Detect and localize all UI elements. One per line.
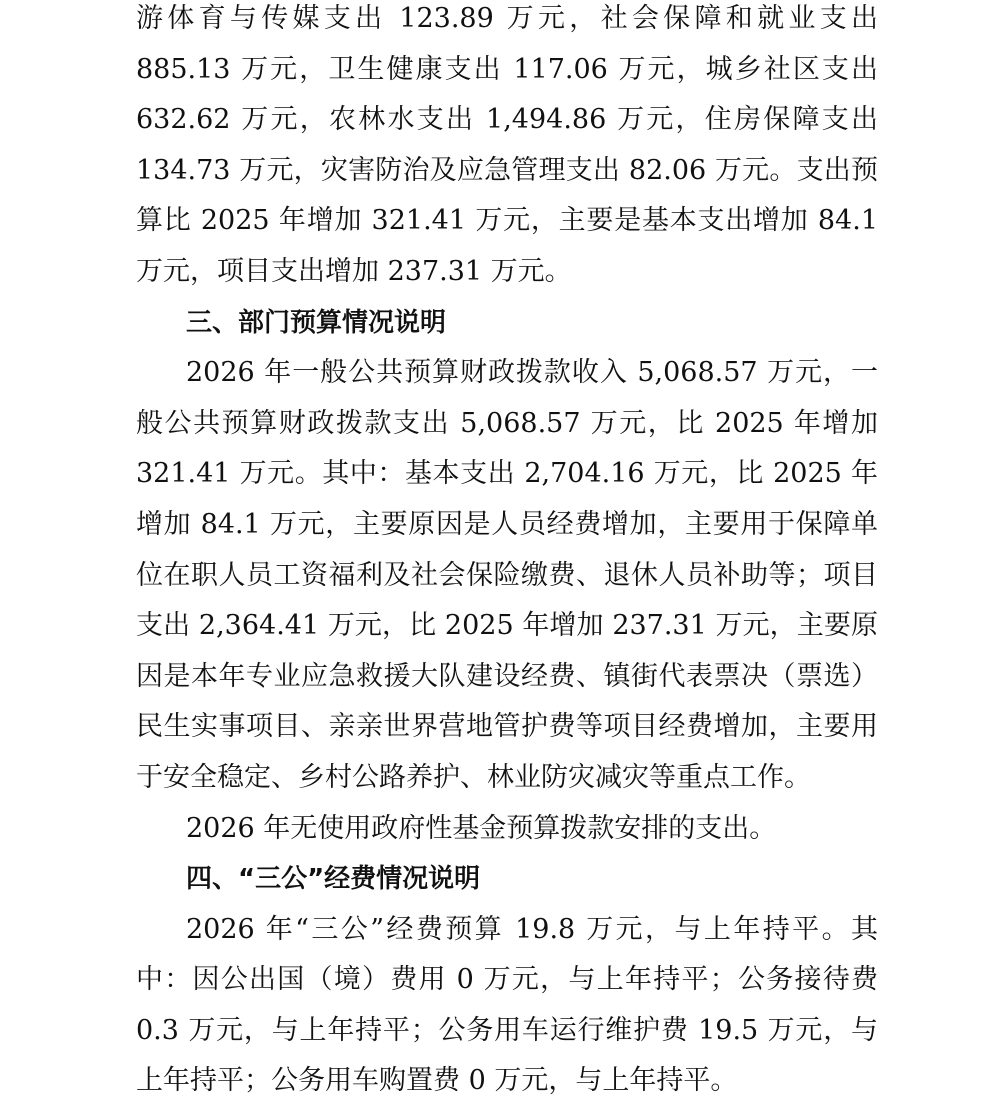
paragraph-general-budget: 2026 年一般公共预算财政拨款收入 5,068.57 万元，一般公共预算财政拨款支出 5,068.57 万元，比 2025 年增加 321.41 万元。其中：基本支出 2,704.16 万元，比 2025 年增加 84.1 万元，主要原因是人员经费增加，主要用于保障单位在职人员工资福利及社会保险缴费、退休人员补助等；项目支出 2,364.41 万元，比 2025 年增加 237.31 万元，主要原因是本年专业应急救援大队建设经费、镇街代表票决（票选）民生实事项目、亲亲世界营地管护费等项目经费增加，主要用于安全稳定、乡村公路养护、林业防灾减灾等重点工作。 [136, 357, 878, 793]
paragraph-government-fund: 2026 年无使用政府性基金预算拨款安排的支出。 [186, 812, 777, 844]
section-heading-budget: 三、部门预算情况说明 [186, 307, 447, 338]
document-body [136, 0, 878, 1107]
paragraph-expenditure-continuation: 游体育与传媒支出 123.89 万元，社会保障和就业支出 885.13 万元，卫生健康支出 117.06 万元，城乡社区支出 632.62 万元，农林水支出 1,494.86 万元，住房保障支出 134.73 万元，灾害防治及应急管理支出 82.06 万元。支出预算比 2025 年增加 321.41 万元，主要是基本支出增加 84.1 万元，项目支出增加 237.31 万元。 [136, 3, 878, 287]
paragraph-three-public-expenses: 2026 年“三公”经费预算 19.8 万元，与上年持平。其中：因公出国（境）费用 0 万元，与上年持平；公务接待费 0.3 万元，与上年持平；公务用车运行维护费 19.5 万元，与上年持平；公务用车购置费 0 万元，与上年持平。 [136, 913, 878, 1097]
section-heading-three-public: 四、“三公”经费情况说明 [186, 864, 481, 895]
